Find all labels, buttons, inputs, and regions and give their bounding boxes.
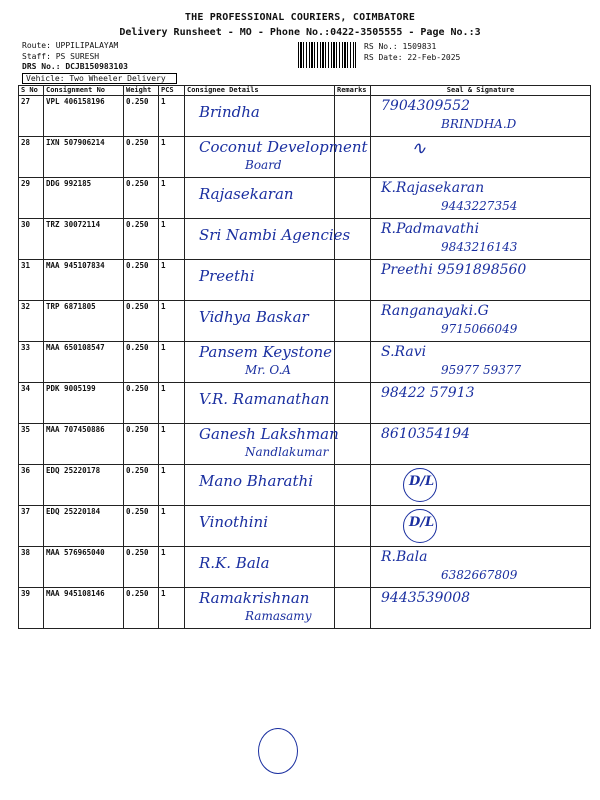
pcs-cell: 1 [159,506,185,547]
weight-cell: 0.250 [124,342,159,383]
remarks-cell [335,424,371,465]
consignment-cell: TRZ 30072114 [44,219,124,260]
weight-cell: 0.250 [124,424,159,465]
consignee-cell [185,465,335,506]
consignee-name: Pansem Keystone [199,343,333,361]
signature-line1: Preethi 9591898560 [381,262,527,278]
signature-cell [371,137,591,178]
consignee-name: Vidhya Baskar [199,308,309,326]
consignee-name-line2: Ramasamy [245,609,312,623]
consignment-cell: VPL 406158196 [44,96,124,137]
drs-value: DCJB150983103 [65,62,128,71]
signature-line1: R.Bala [381,549,428,565]
pcs-cell: 1 [159,178,185,219]
pcs-cell: 1 [159,465,185,506]
signature-cell [371,383,591,424]
remarks-cell [335,465,371,506]
pcs-cell: 1 [159,424,185,465]
signature-cell [371,465,591,506]
consignment-cell: EDQ 25220184 [44,506,124,547]
sno-cell: 38 [19,547,44,588]
rs-no-line: RS No.: 1509831 [364,42,437,51]
signature-cell [371,301,591,342]
signature-cell [371,219,591,260]
sno-cell: 35 [19,424,44,465]
table-row [19,383,591,424]
pcs-cell: 1 [159,301,185,342]
signature-line1: Ranganayaki.G [381,303,489,319]
table-header-row [19,86,591,96]
table-row [19,260,591,301]
drs-line: DRS No.: DCJB150983103 [22,62,128,71]
sno-cell: 30 [19,219,44,260]
consignee-cell [185,178,335,219]
remarks-cell [335,383,371,424]
signature-cell [371,96,591,137]
signature-line1: 9443539008 [381,590,471,606]
remarks-cell [335,547,371,588]
staff-value: PS SURESH [55,51,100,61]
consignee-cell [185,588,335,629]
signature-line1: K.Rajasekaran [381,180,485,196]
meta-right [364,42,460,63]
remarks-cell [335,301,371,342]
remarks-cell [335,506,371,547]
weight-cell: 0.250 [124,547,159,588]
header-consignee: Consignee Details [185,86,335,96]
rs-no-value: 1509831 [402,42,437,51]
sno-cell: 31 [19,260,44,301]
consignee-name: Mano Bharathi [199,472,313,490]
pcs-cell: 1 [159,219,185,260]
route-line: Route: UPPILIPALAYAM [22,41,119,50]
company-title: THE PROFESSIONAL COURIERS, COIMBATORE [184,12,416,23]
pcs-cell: 1 [159,137,185,178]
sno-cell: 37 [19,506,44,547]
barcode [298,42,356,68]
consignee-name: Vinothini [199,513,269,531]
staff-line: Staff: PS SURESH [22,51,100,61]
rs-date-value: 22-Feb-2025 [407,52,461,62]
table-row [19,342,591,383]
consignee-cell [185,137,368,178]
pcs-cell: 1 [159,342,185,383]
pcs-cell: 1 [159,383,185,424]
signature-cell [371,506,591,547]
table-row [19,301,591,342]
header-sno: S No [19,86,44,96]
signature-cell [371,547,591,588]
table-row [19,178,591,219]
weight-cell: 0.250 [124,506,159,547]
table-row [19,96,591,137]
signature-line1: 7904309552 [381,98,471,114]
consignee-cell [185,424,339,465]
consignee-name: Ramakrishnan [199,589,310,607]
weight-cell: 0.250 [124,137,159,178]
consignee-name: Coconut Development [199,138,368,156]
consignment-cell: PDK 9005199 [44,383,124,424]
remarks-cell [335,342,371,383]
sno-cell: 33 [19,342,44,383]
runsheet-table [18,85,591,629]
signature-line1: D/L [409,474,435,489]
header-pcs: PCS [159,86,185,96]
consignee-name-line2: Mr. O.A [245,363,291,377]
table-row [19,424,591,465]
signature-cell [371,260,591,301]
rs-date-line: RS Date: 22-Feb-2025 [364,52,461,62]
weight-cell: 0.250 [124,219,159,260]
consignee-cell [185,547,335,588]
sno-cell: 29 [19,178,44,219]
signature-line2: 95977 59377 [441,363,522,377]
signature-cell [371,342,591,383]
consignee-name: Rajasekaran [199,185,294,203]
weight-cell: 0.250 [124,383,159,424]
consignee-name: Sri Nambi Agencies [199,226,351,244]
consignment-cell: DDG 992185 [44,178,124,219]
consignee-name: V.R. Ramanathan [199,390,330,408]
sno-cell: 36 [19,465,44,506]
weight-cell: 0.250 [124,588,159,629]
signature-line1: 98422 57913 [381,385,475,401]
remarks-cell [335,588,371,629]
remarks-cell [335,260,371,301]
signature-line2: 9715066049 [441,322,518,336]
consignee-name-line2: Board [245,158,282,172]
signature-line1: D/L [409,515,435,530]
consignee-cell [185,219,351,260]
header-seal: Seal & Signature [371,86,591,96]
consignee-cell [185,96,335,137]
signature-cell [371,588,591,629]
meta-left [22,41,128,73]
pcs-cell: 1 [159,547,185,588]
consignee-name: Preethi [199,267,255,285]
sno-cell: 32 [19,301,44,342]
weight-cell: 0.250 [124,96,159,137]
vehicle-box: Vehicle: Two Wheeler Delivery [22,73,177,84]
weight-cell: 0.250 [124,178,159,219]
signature-line2: BRINDHA.D [441,117,517,131]
page-stamp-icon [258,728,298,774]
weight-cell: 0.250 [124,301,159,342]
consignment-cell: TRP 6871805 [44,301,124,342]
table-row [19,588,591,629]
consignee-name: R.K. Bala [199,554,270,572]
consignee-name-line2: Nandlakumar [245,445,329,459]
pcs-cell: 1 [159,588,185,629]
consignment-cell: MAA 945108146 [44,588,124,629]
table-row [19,506,591,547]
table-row [19,547,591,588]
consignee-cell [185,260,335,301]
signature-line2: 9843216143 [441,240,518,254]
remarks-cell [335,178,371,219]
weight-cell: 0.250 [124,465,159,506]
consignee-cell [185,301,335,342]
consignment-cell: IXN 507906214 [44,137,124,178]
consignment-cell: MAA 650108547 [44,342,124,383]
signature-line1: S.Ravi [381,344,427,360]
sno-cell: 34 [19,383,44,424]
consignee-cell [185,383,335,424]
consignment-cell: MAA 576965040 [44,547,124,588]
signature-line2: 6382667809 [441,568,518,582]
consignee-cell [185,342,335,383]
sno-cell: 39 [19,588,44,629]
consignment-cell: MAA 707450886 [44,424,124,465]
consignee-name: Ganesh Lakshman [199,425,339,443]
weight-cell: 0.250 [124,260,159,301]
signature-cell [371,178,591,219]
signature-line1: R.Padmavathi [381,221,480,237]
pcs-cell: 1 [159,96,185,137]
header-weight: Weight [124,86,159,96]
sno-cell: 28 [19,137,44,178]
remarks-cell [335,96,371,137]
pcs-cell: 1 [159,260,185,301]
header-remarks: Remarks [335,86,371,96]
signature-scribble-icon: ∿ [411,138,427,159]
consignment-cell: MAA 945107834 [44,260,124,301]
table-row [19,465,591,506]
route-value: UPPILIPALAYAM [55,41,119,50]
runsheet-subtitle: Delivery Runsheet - MO - Phone No.:0422-3505555 - Page No.:3 [119,27,481,38]
signature-line2: 9443227354 [441,199,518,213]
header-consignment: Consignment No [44,86,124,96]
consignment-cell: EDQ 25220178 [44,465,124,506]
consignee-cell [185,506,335,547]
table-row [19,137,591,178]
sno-cell: 27 [19,96,44,137]
table-row [19,219,591,260]
consignee-name: Brindha [199,103,260,121]
signature-line1: 8610354194 [381,426,471,442]
signature-cell [371,424,591,465]
